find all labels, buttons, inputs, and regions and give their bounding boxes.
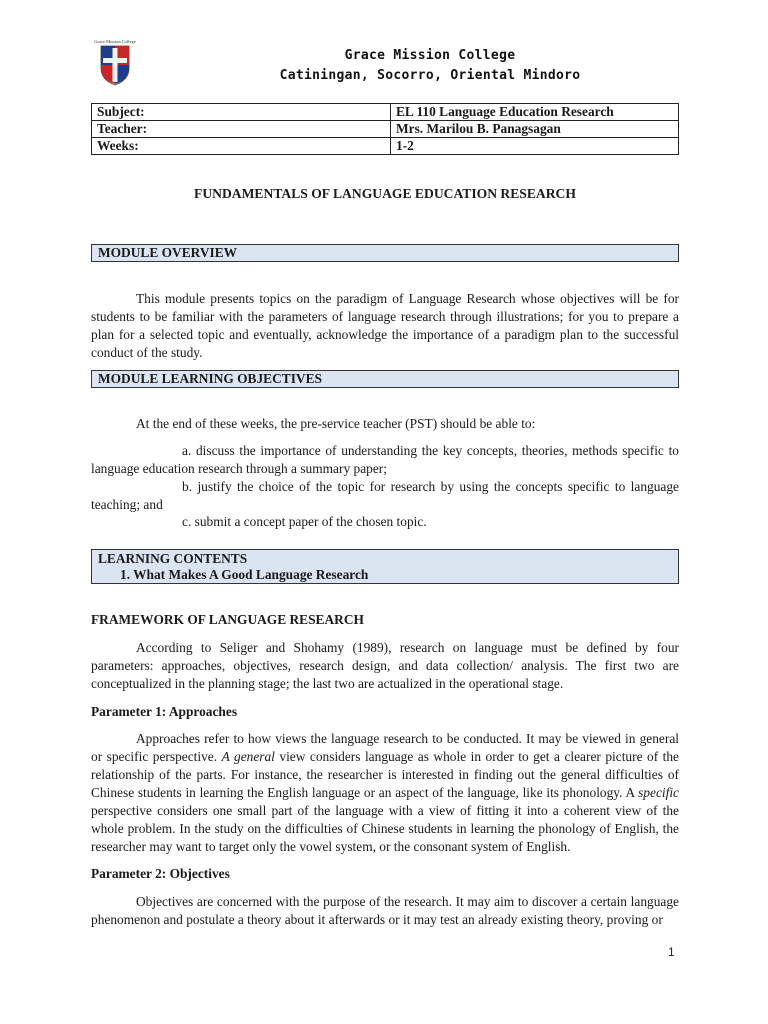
document-title: FUNDAMENTALS OF LANGUAGE EDUCATION RESEARCH xyxy=(194,186,576,201)
parameter1-text-b: view considers language as whole in order to get a clearer picture of the relationship of the parts. For instance, the researcher is interested in finding out the general difficulties of Chinese students in learning the English language or an aspect of the language, like its phonology. A xyxy=(91,749,679,800)
framework-heading: FRAMEWORK OF LANGUAGE RESEARCH xyxy=(91,612,364,627)
objectives-intro: At the end of these weeks, the pre-service teacher (PST) should be able to: xyxy=(136,416,536,431)
parameter1-text-c: perspective considers one small part of the language with a view of fitting it into a coherent view of the whole problem. In the study on the difficulties of Chinese students in learning the phonology of English, the researcher may want to target only the vowel system, or the consonant system of English. xyxy=(91,803,679,854)
page-number: 1 xyxy=(668,945,675,959)
module-overview-text: This module presents topics on the paradigm of Language Research whose objectives will be for students to be familiar with the parameters of language research through illustrations; for you to prepare a plan for a selected topic and eventually, acknowledge the importance of a paradigm plan to the successful conduct of the study. xyxy=(91,291,679,360)
parameter1-text-a: Approaches refer to how views the language research to be conducted. It may be viewed in general or specific perspective. xyxy=(91,731,679,764)
weeks-label: Weeks: xyxy=(92,138,391,155)
parameter1-text xyxy=(91,730,679,856)
objective-b: b. justify the choice of the topic for research by using the concepts specific to language teaching; and xyxy=(91,479,679,512)
table-row xyxy=(92,121,679,138)
module-overview-heading: MODULE OVERVIEW xyxy=(91,244,679,262)
table-row xyxy=(92,138,679,155)
parameter2-heading: Parameter 2: Objectives xyxy=(91,866,230,881)
learning-contents-title: LEARNING CONTENTS xyxy=(98,551,248,566)
parameter1-heading: Parameter 1: Approaches xyxy=(91,704,238,719)
parameter2-text: Objectives are concerned with the purpose of the research. It may aim to discover a certain language phenomenon and postulate a theory about it afterwards or it may test an already existing theory, proving or xyxy=(91,894,679,927)
parameter1-em-general: A general xyxy=(221,749,275,764)
table-row xyxy=(92,104,679,121)
objective-c: c. submit a concept paper of the chosen topic. xyxy=(182,514,427,529)
learning-contents-subtitle: 1. What Makes A Good Language Research xyxy=(120,567,369,582)
course-info-table xyxy=(91,103,679,155)
objective-a: a. discuss the importance of understanding the key concepts, theories, methods specific to language education research through a summary paper; xyxy=(91,443,679,476)
weeks-value: 1-2 xyxy=(391,138,679,155)
parameter1-em-specific: specific xyxy=(638,785,679,800)
teacher-label: Teacher: xyxy=(92,121,391,138)
teacher-value: Mrs. Marilou B. Panagsagan xyxy=(391,121,679,138)
framework-text: According to Seliger and Shohamy (1989), research on language must be defined by four parameters: approaches, objectives, research design, and data collection/ analysis. The first two are conceptualized in the planning stage; the last two are actualized in the operational stage. xyxy=(91,640,679,691)
subject-label: Subject: xyxy=(92,104,391,121)
college-address: Catiningan, Socorro, Oriental Mindoro xyxy=(279,68,581,83)
college-logo xyxy=(89,38,141,88)
learning-objectives-heading: MODULE LEARNING OBJECTIVES xyxy=(91,370,679,388)
svg-text:Grace Mission College: Grace Mission College xyxy=(94,39,136,44)
college-name: Grace Mission College xyxy=(344,48,516,63)
learning-contents-heading xyxy=(91,549,679,584)
subject-value: EL 110 Language Education Research xyxy=(391,104,679,121)
